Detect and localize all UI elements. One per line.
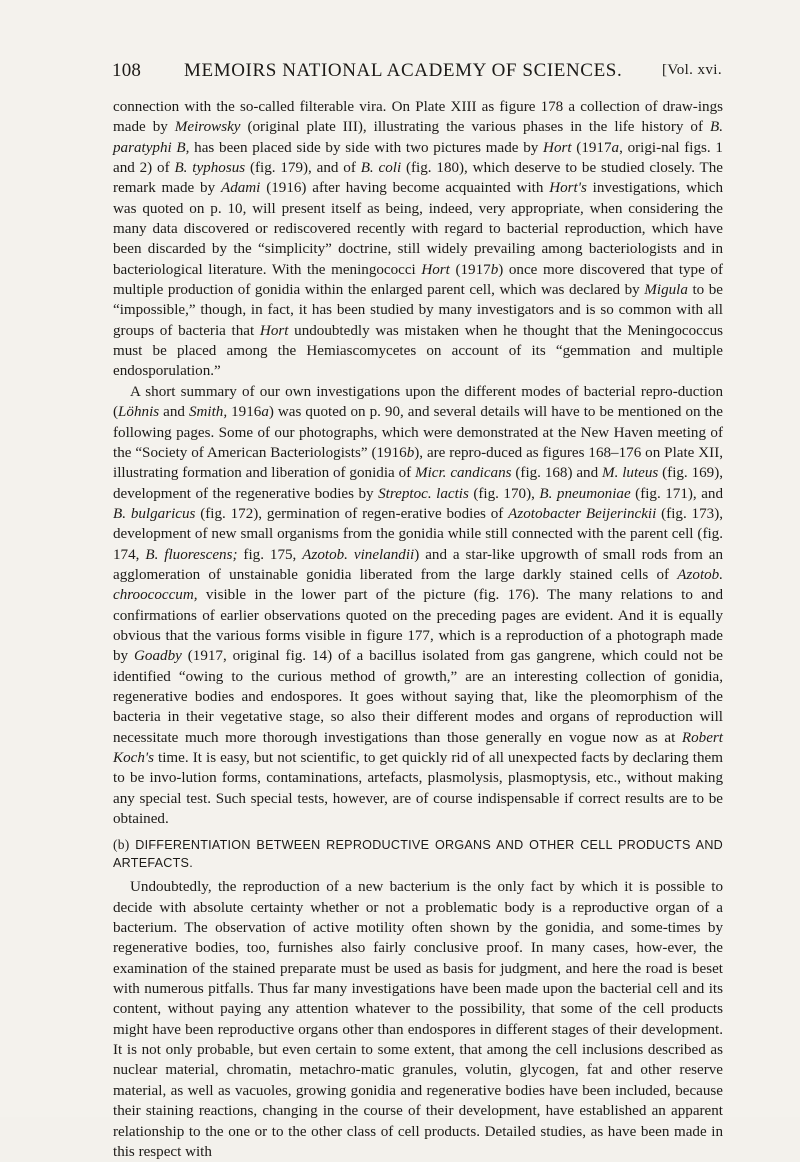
italic-run: Azotob. chroococcum, <box>113 566 723 604</box>
text-run: (fig. 168) and <box>511 465 603 482</box>
paragraph-1 <box>113 97 723 382</box>
text-run: visible in the lower part of the picture (fig. 176). The many relations to and confirmations of earlier observations quoted on the preceding pages are evident. And it is equally obvious that the various forms visible in figure 177, which is a reproduction of a photograph made by <box>113 587 723 665</box>
running-header <box>112 60 722 84</box>
text-run: (fig. 179), and of <box>245 160 361 177</box>
text-run: ), are repro-duced as figures 168–176 on Plate XII, illustrating formation and liberation of gonidia of <box>113 444 723 482</box>
section-heading-title: DIFFERENTIATION BETWEEN REPRODUCTIVE ORGANS AND OTHER CELL PRODUCTS AND ARTEFACTS. <box>113 838 724 871</box>
italic-run: Hort <box>543 139 572 156</box>
text-run: and <box>159 404 189 421</box>
text-run: (fig. 171), and <box>630 485 723 502</box>
text-run: (fig. 173), development of new small organisms from the gonidia while still connected with the parent cell (fig. 174, <box>113 505 723 563</box>
italic-run: B. typhosus <box>174 160 246 177</box>
text-run: connection with the so-called filterable vira. On Plate XIII as figure 178 a collection of draw-ings made by <box>113 99 723 136</box>
running-title: MEMOIRS NATIONAL ACADEMY OF SCIENCES. <box>184 60 623 81</box>
text-run: time. It is easy, but not scientific, to get quickly rid of all unexpected facts by declaring them to be invo-lution forms, contaminations, artefacts, plasmolysis, plasmoptysis, etc., without making any special test. Such special tests, however, are of course indispensable if correct results are to be obtained. <box>113 750 723 828</box>
italic-run: Azotob. vinelandii <box>302 546 415 563</box>
italic-run: Migula <box>644 282 688 299</box>
italic-run: Micr. candicans <box>415 465 512 482</box>
text-run: (fig. 170), <box>468 485 540 502</box>
italic-run: M. luteus <box>602 465 659 482</box>
italic-run: Hort's <box>549 180 587 197</box>
italic-run: Streptoc. lactis <box>378 485 469 502</box>
italic-run: Azotobacter Beijerinckii <box>508 505 657 522</box>
italic-run: Robert Koch's <box>113 729 723 766</box>
text-run: (original plate III), illustrating the various phases in the life history of <box>240 119 710 136</box>
italic-run: B. coli <box>360 160 402 177</box>
text-run: (1917 <box>571 139 612 156</box>
text-run: (1917, original fig. 14) of a bacillus isolated from gas gangrene, which could not be identified “owing to the curious method of growth,” are an interesting collection of gonidia, regenerative bodies and endospores. It goes without saying that, like the pleomorphism of the bacteria in their vegetative stage, so also their different modes and organs of reproduction will necessitate much more thorough investigations than those generally en vogue now as at <box>113 648 723 746</box>
section-heading-letter: (b) <box>113 837 130 853</box>
italic-run: B. fluorescens; <box>145 546 238 563</box>
text-run: undoubtedly was mistaken when he thought that the Meningococcus must be placed among the Hemiascomycetes on account of its “gemmation and multiple endosporulation.” <box>113 322 723 380</box>
text-run: (fig. 180), which deserve to be studied closely. The remark made by <box>113 160 723 197</box>
text-run: (1917 <box>449 261 491 278</box>
italic-run: Smith, <box>188 404 228 421</box>
italic-run: Goadby <box>134 648 182 665</box>
text-run: to be “impossible,” though, in fact, it has been studied by many investigators and is so common with all groups of bacteria that <box>113 282 724 339</box>
text-run: has been placed side by side with two pictures made by <box>189 139 544 156</box>
text-run: ) and a star-like upgrowth of small rods from an agglomeration of unstainable gonidia liberated from the large darkly stained cells of <box>113 546 724 583</box>
text-run: (fig. 169), development of the regenerative bodies by <box>113 465 724 502</box>
text-run: (fig. 172), germination of regen-erative bodies of <box>195 505 509 522</box>
italic-run: B. pneumoniae <box>539 485 631 502</box>
paragraph-3 <box>113 877 723 1162</box>
body-text <box>113 97 723 1162</box>
italic-run: Hort <box>421 261 450 278</box>
page-number: 108 <box>112 60 142 81</box>
italic-run: b <box>406 444 415 461</box>
paragraph-2 <box>113 382 723 830</box>
italic-run: Löhnis <box>118 404 160 421</box>
text-run: (1916) after having become acquainted with <box>260 180 550 197</box>
text-run: investigations, which was quoted on p. 10, will present itself as being, indeed, very appropriate, when considering the many data discovered or rediscovered recently with regard to bacterial reproduction, which have been discarded by the “simplicity” doctrine, still widely prevailing among bacteriologists and in bacteriological literature. With the meningococci <box>113 180 723 278</box>
section-heading <box>113 836 723 872</box>
text-run: , origi-nal figs. 1 and 2) of <box>113 139 723 177</box>
italic-run: B. paratyphi B, <box>113 119 723 156</box>
text-run: A short summary of our own investigations upon the different modes of bacterial repro-duction ( <box>113 383 723 421</box>
text-run: ) was quoted on p. 90, and several details will have to be mentioned on the following pages. Some of our photographs, which were demonstrated at the New Haven meeting of the “Society of American Bacteriologists” (1916 <box>113 404 723 461</box>
italic-run: b <box>490 261 499 278</box>
italic-run: Meirowsky <box>174 119 241 136</box>
volume-label: [Vol. xvi. <box>662 62 722 78</box>
italic-run: Hort <box>259 322 289 339</box>
text-run: Undoubtedly, the reproduction of a new bacterium is the only fact by which it is possible to decide with absolute certainty whether or not a problematic body is a reproductive organ of a bacterium. The observation of active motility often shown by the gonidia, and some-times by regenerative bodies, too, furnishes also fairly conclusive proof. In many cases, how-ever, the examination of the stained preparate must be used as basis for judgment, and here the road is beset with numerous pitfalls. Thus far many investigations have been made upon the bacterial cell and its content, without paying any attention whatever to the possibility, that some of the cell products might have been reproductive organs other than endospores in different stages of their development. It is not only probable, but even certain to some extent, that among the cell inclusions described as nuclear material, chromatin, metachro-matic granules, volutin, glycogen, fat and other reserve material, as well as vacuoles, growing gonidia and regenerative bodies have been included, because their staining reactions, changing in the course of their development, have established an apparent relationship to the one or to the other class of cell products. Detailed studies, as have been made in this respect with <box>113 879 723 1160</box>
italic-run: a <box>611 139 620 156</box>
text-run: ) once more discovered that type of multiple production of gonidia within the enlarged parent cell, which was declared by <box>113 261 723 299</box>
text-run: fig. 175, <box>237 546 303 563</box>
italic-run: B. bulgaricus <box>113 505 196 522</box>
text-run: 1916 <box>227 404 262 421</box>
italic-run: a <box>261 404 269 421</box>
italic-run: Adami <box>220 180 261 197</box>
